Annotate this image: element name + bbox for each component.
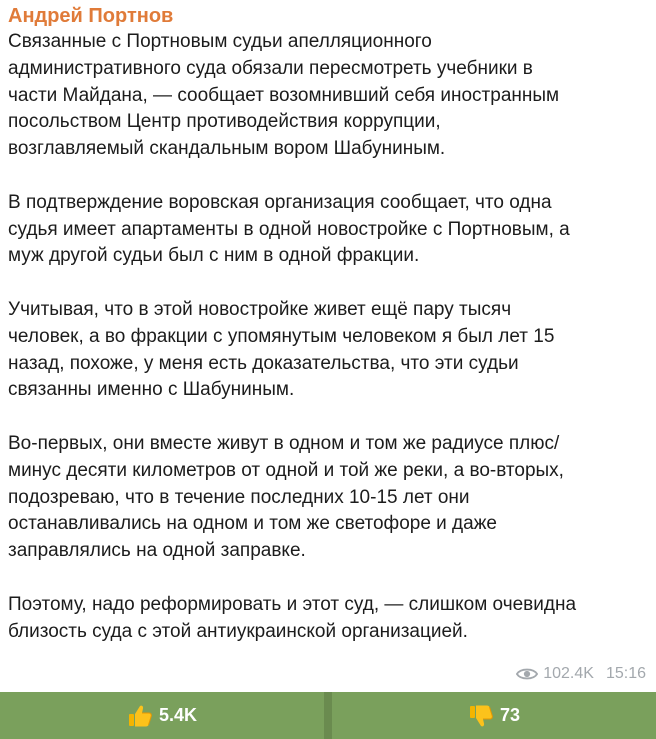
reaction-thumbs-down-button[interactable]: [332, 692, 656, 739]
eye-icon: [516, 666, 538, 682]
text-line: посольством Центр противодействия коррупции,: [8, 111, 441, 133]
text-line: Поэтому, надо реформировать и этот суд, — слишком очевидна: [8, 593, 577, 615]
text-line: подозреваю, что в течение последних 10-15 лет они: [8, 486, 470, 508]
text-line: связанны именно с Шабуниным.: [8, 379, 295, 401]
message-time: 15:16: [605, 665, 646, 682]
text-line: административного суда обязали пересмотреть учебники в: [8, 57, 533, 79]
reactions-bar: [0, 692, 656, 739]
text-line: человек, а во фракции с упомянутым человеком я был лет 15: [8, 325, 555, 347]
text-line: Учитывая, что в этой новостройке живет ещё пару тысяч: [8, 298, 512, 320]
text-line: возглавляемый скандальным вором Шабуниным.: [8, 138, 446, 160]
text-line: заправлялись на одной заправке.: [8, 540, 306, 562]
text-line: минус десяти километров от одной и той же реки, а во-вторых,: [8, 459, 564, 481]
message-paragraph: [8, 297, 653, 404]
text-line: назад, похоже, у меня есть доказательства, что эти судьи: [8, 352, 519, 374]
text-line: судья имеет апартаменты в одной новостройке с Портновым, а: [8, 218, 570, 240]
text-line: Связанные с Портновым судьи апелляционного: [8, 31, 432, 52]
text-line: В подтверждение воровская организация сообщает, что одна: [8, 191, 552, 213]
message-paragraph: [8, 29, 653, 163]
text-line: близость суда с этой антиукраинской организацией.: [8, 620, 468, 642]
reaction-thumbs-up-button[interactable]: [0, 692, 324, 739]
text-line: останавливались на одном и том же светофоре и даже: [8, 513, 497, 535]
reaction-count: 5.4K: [158, 705, 198, 725]
message-text: [8, 29, 653, 645]
text-line: муж другой судьи был с ним в одной фракции.: [8, 245, 420, 267]
text-line: Во-первых, они вместе живут в одном и том же радиусе плюс/: [8, 432, 560, 454]
thumbs-down-icon: [468, 703, 494, 729]
text-line: части Майдана, — сообщает возомнивший себя иностранным: [8, 84, 560, 106]
reaction-count: 73: [499, 705, 521, 725]
view-count: 102.4K: [543, 665, 594, 682]
message-paragraph: [8, 190, 653, 270]
message-paragraph: [8, 431, 653, 565]
thumbs-up-icon: [127, 703, 153, 729]
message-paragraph: [8, 592, 653, 646]
message-meta: [516, 663, 646, 685]
channel-author-name[interactable]: Андрей Портнов: [8, 5, 174, 27]
